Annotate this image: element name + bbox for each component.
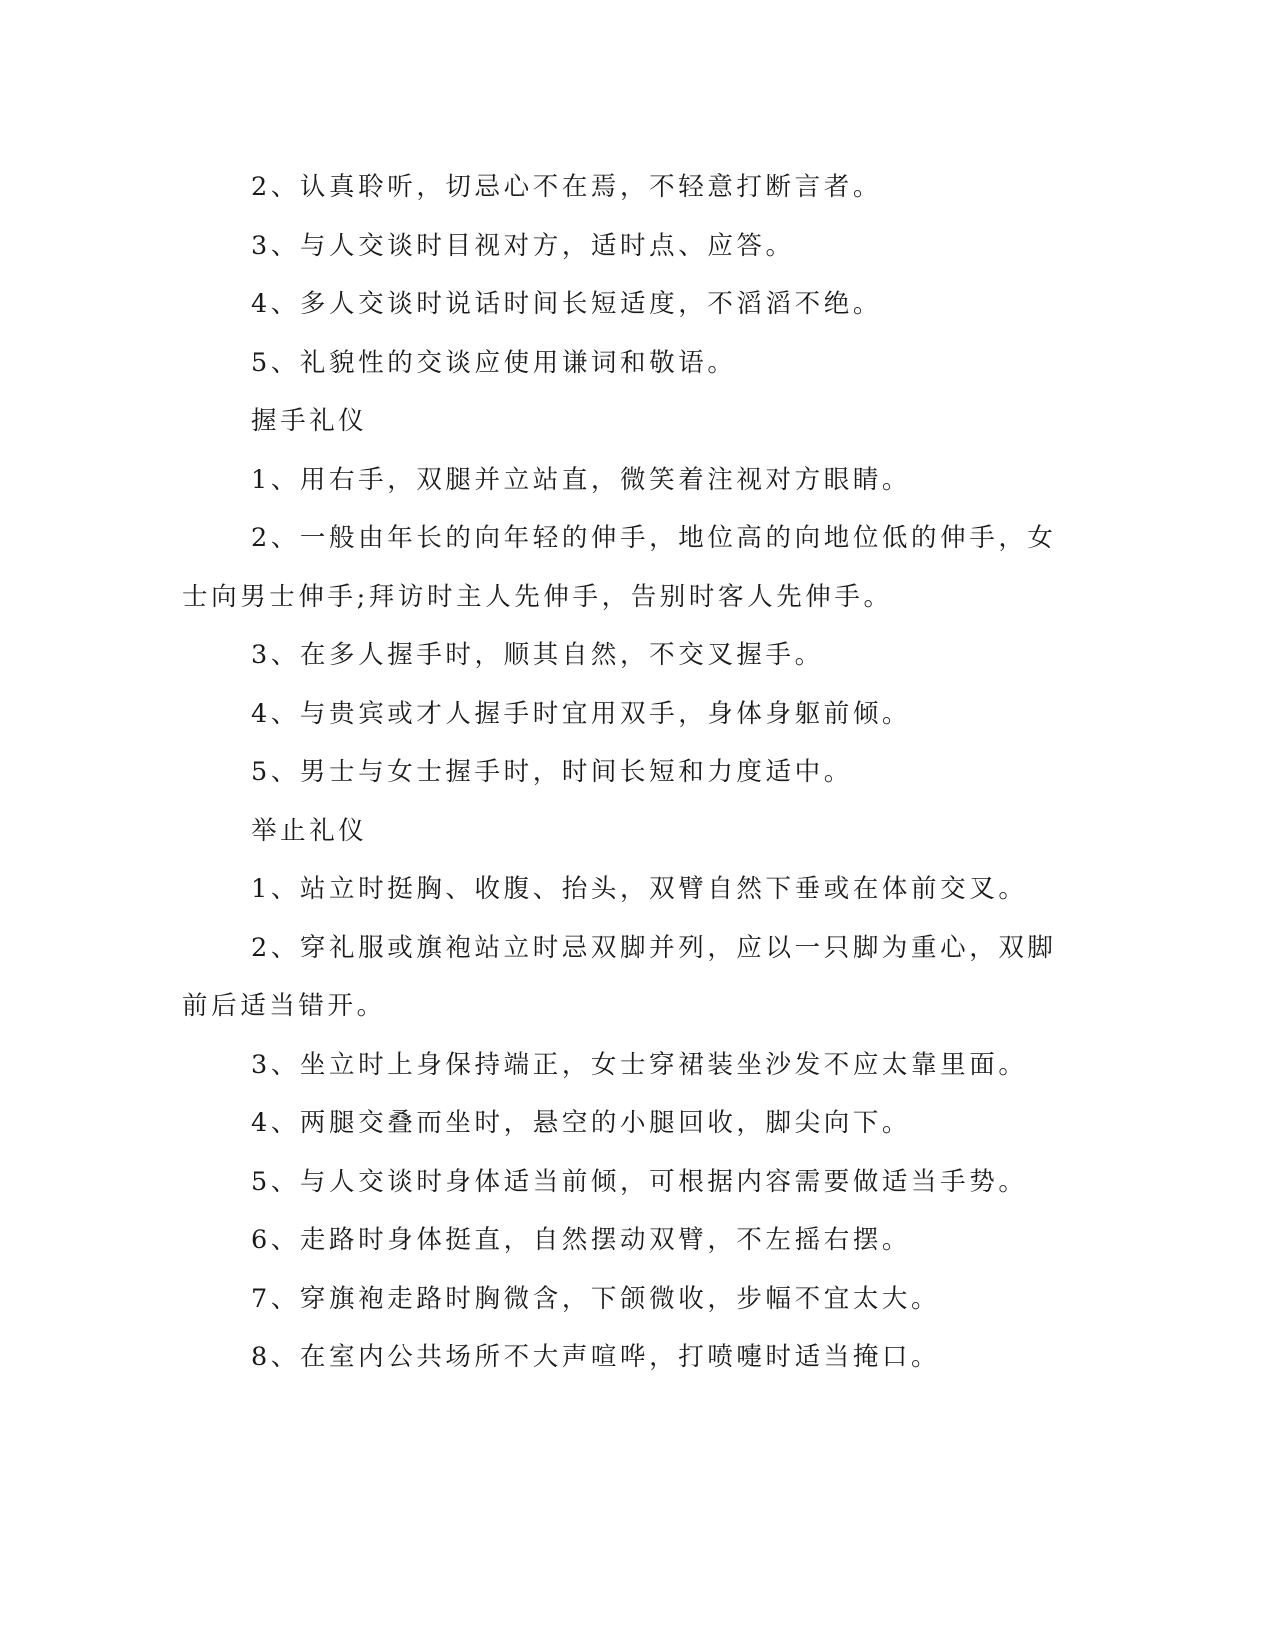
paragraph: 4、两腿交叠而坐时，悬空的小腿回收，脚尖向下。: [251, 1108, 912, 1138]
paragraph: 2、认真聆听，切忌心不在焉，不轻意打断言者。: [251, 172, 882, 202]
paragraph: 5、与人交谈时身体适当前倾，可根据内容需要做适当手势。: [251, 1166, 1028, 1197]
paragraph: 5、男士与女士握手时，时间长短和力度适中。: [251, 757, 853, 787]
paragraph: 1、站立时挺胸、收腹、抬头，双臂自然下垂或在体前交叉。: [251, 874, 1028, 904]
paragraph: 3、与人交谈时目视对方，适时点、应答。: [251, 230, 795, 261]
paragraph: 3、在多人握手时，顺其自然，不交叉握手。: [251, 640, 824, 670]
paragraph: 5、礼貌性的交谈应使用谦词和敬语。: [251, 347, 737, 378]
paragraph: 4、多人交谈时说话时间长短适度，不滔滔不绝。: [251, 289, 882, 319]
paragraph: 2、穿礼服或旗袍站立时忌双脚并列，应以一只脚为重心，双脚前后适当错开。: [182, 932, 1057, 1021]
document-body: [182, 158, 1062, 1387]
paragraph: 3、坐立时上身保持端正，女士穿裙装坐沙发不应太靠里面。: [251, 1049, 1028, 1080]
paragraph: 2、一般由年长的向年轻的伸手，地位高的向地位低的伸手，女士向男士伸手;拜访时主人先伸手，告别时客人先伸手。: [182, 523, 1057, 612]
section-heading: 举止礼仪: [251, 815, 368, 846]
paragraph: 1、用右手，双腿并立站直，微笑着注视对方眼睛。: [251, 464, 912, 495]
section-heading: 握手礼仪: [251, 406, 368, 436]
paragraph: 7、穿旗袍走路时胸微含，下颌微收，步幅不宜太大。: [251, 1283, 941, 1314]
paragraph: 4、与贵宾或才人握手时宜用双手，身体身躯前倾。: [251, 698, 912, 729]
paragraph: 6、走路时身体挺直，自然摆动双臂，不左摇右摆。: [251, 1225, 912, 1255]
paragraph: 8、在室内公共场所不大声喧哗，打喷嚏时适当掩口。: [251, 1342, 941, 1372]
